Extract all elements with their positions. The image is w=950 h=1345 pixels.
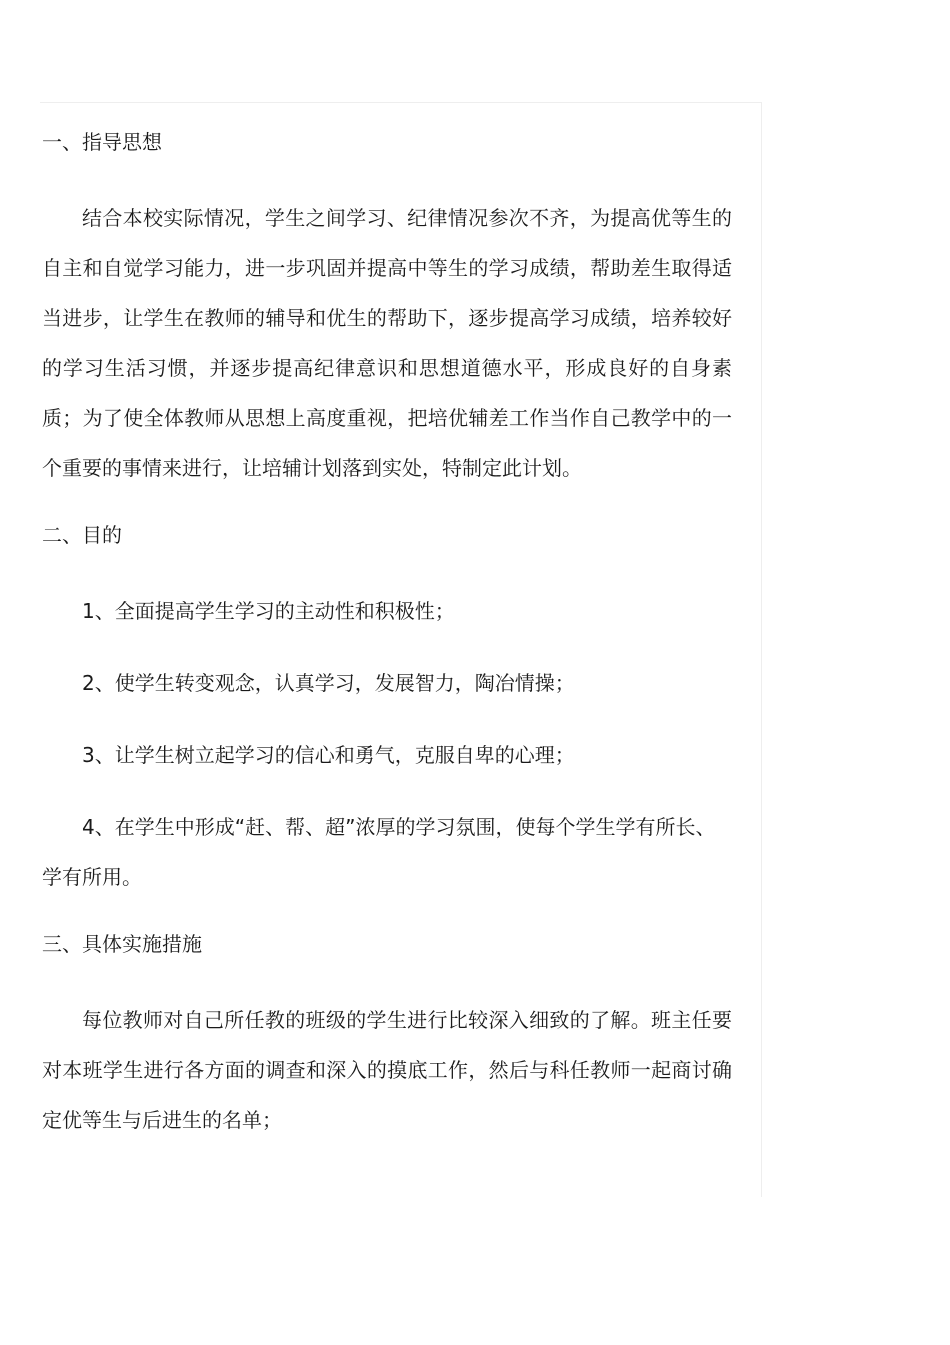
section-heading-purpose: 二、目的 bbox=[42, 523, 122, 547]
document-body bbox=[42, 122, 732, 1167]
purpose-item-1: 1、全面提高学生学习的主动性和积极性； bbox=[82, 599, 455, 623]
section-heading-guiding-ideology: 一、指导思想 bbox=[42, 130, 162, 154]
purpose-item-2: 2、使学生转变观念，认真学习，发展智力，陶冶情操； bbox=[82, 671, 575, 695]
section-paragraph-guiding-ideology: 结合本校实际情况，学生之间学习、纪律情况参次不齐，为提高优等生的自主和自觉学习能力，进一步巩固并提高中等生的学习成绩，帮助差生取得适当进步，让学生在教师的辅导和优生的帮助下，逐步提高学习成绩，培养较好的学习生活习惯，并逐步提高纪律意识和思想道德水平，形成良好的自身素质；为了使全体教师从思想上高度重视，把培优辅差工作当作自己教学中的一个重要的事情来进行，让培辅计划落到实处，特制定此计划。 bbox=[42, 206, 732, 480]
purpose-item-4: 4、在学生中形成“赶、帮、超”浓厚的学习氛围，使每个学生学有所长、学有所用。 bbox=[42, 815, 716, 889]
section-heading-implementation: 三、具体实施措施 bbox=[42, 932, 202, 956]
purpose-item-3: 3、让学生树立起学习的信心和勇气，克服自卑的心理； bbox=[82, 743, 575, 767]
section-paragraph-implementation: 每位教师对自己所任教的班级的学生进行比较深入细致的了解。班主任要对本班学生进行各方面的调查和深入的摸底工作，然后与科任教师一起商讨确定优等生与后进生的名单； bbox=[42, 1008, 732, 1132]
